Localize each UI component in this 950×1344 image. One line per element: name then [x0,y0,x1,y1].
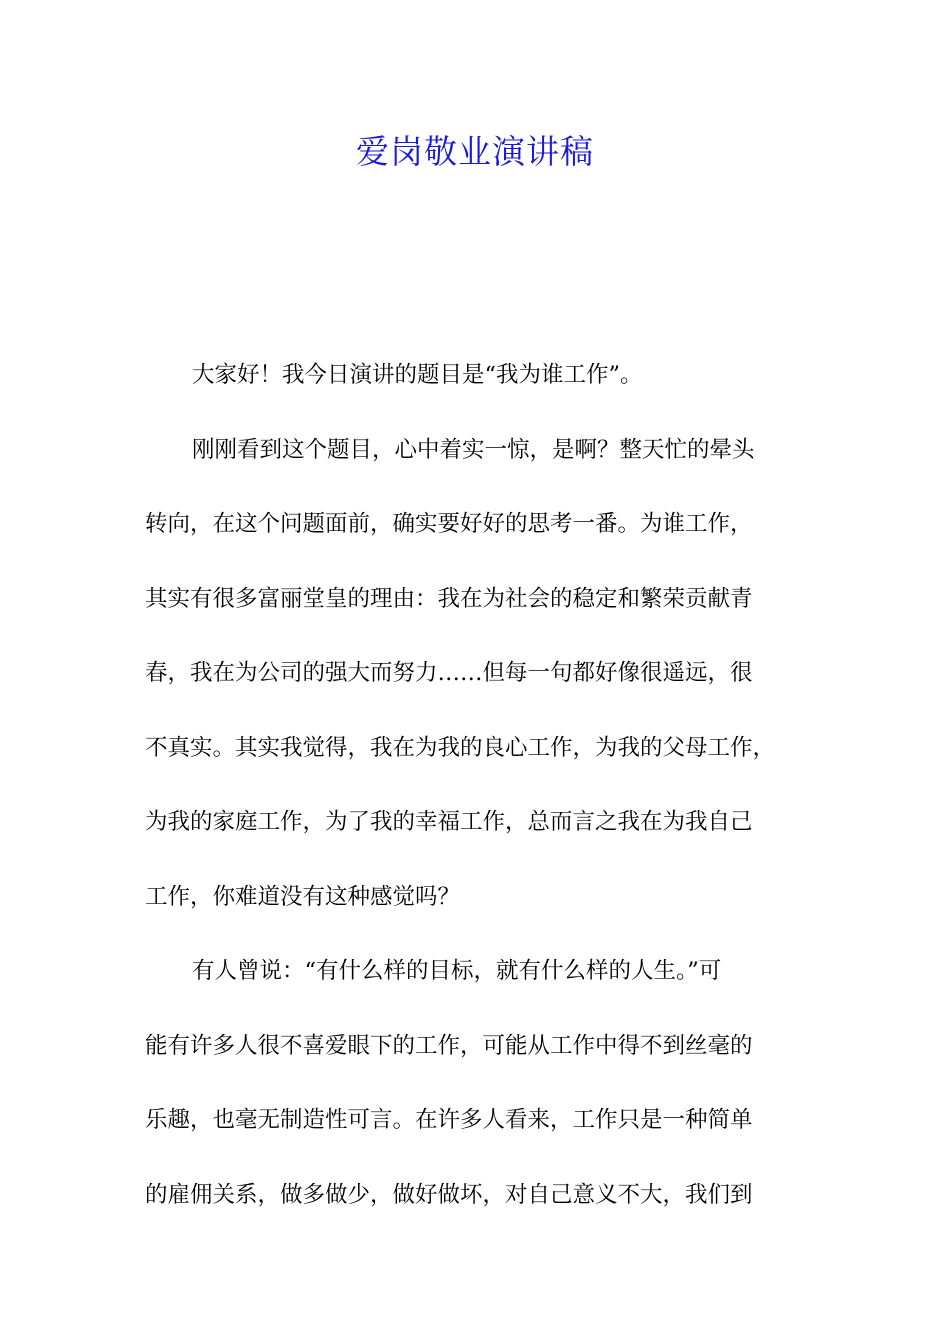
text-line: 春，我在为公司的强大而努力……但每一句都好像很遥远，很 [145,660,753,686]
paragraph-why-work [145,413,810,935]
paragraph-goals [145,934,810,1232]
text-line: 能有许多人很不喜爱眼下的工作，可能从工作中得不到丝毫的 [145,1032,753,1059]
text-line: 的雇佣关系，做多做少，做好做坏，对自己意义不大，我们到 [145,1181,753,1208]
text-line: 大家好！我今日演讲的题目是“我为谁工作”。 [192,362,643,388]
text-line: 有人曾说：“有什么样的目标，就有什么样的人生。”可 [192,958,722,984]
text-line: 刚刚看到这个题目，心中着实一惊，是啊？整天忙的晕头 [192,436,755,463]
paragraph-greeting [145,338,810,413]
document-body [145,338,810,1232]
text-line: 转向，在这个问题面前，确实要好好的思考一番。为谁工作， [145,511,753,537]
text-line: 不真实。其实我觉得，我在为我的良心工作，为我的父母工作， [145,734,776,761]
text-line: 乐趣，也毫无制造性可言。在许多人看来，工作只是一种简单 [145,1107,753,1133]
document-title: 爱岗敬业演讲稿 [356,132,594,171]
text-line: 工作，你难道没有这种感觉吗？ [145,883,461,910]
text-line: 为我的家庭工作，为了我的幸福工作，总而言之我在为我自己 [145,809,753,835]
text-line: 其实有很多富丽堂皇的理由：我在为社会的稳定和繁荣贡献青 [145,585,753,612]
